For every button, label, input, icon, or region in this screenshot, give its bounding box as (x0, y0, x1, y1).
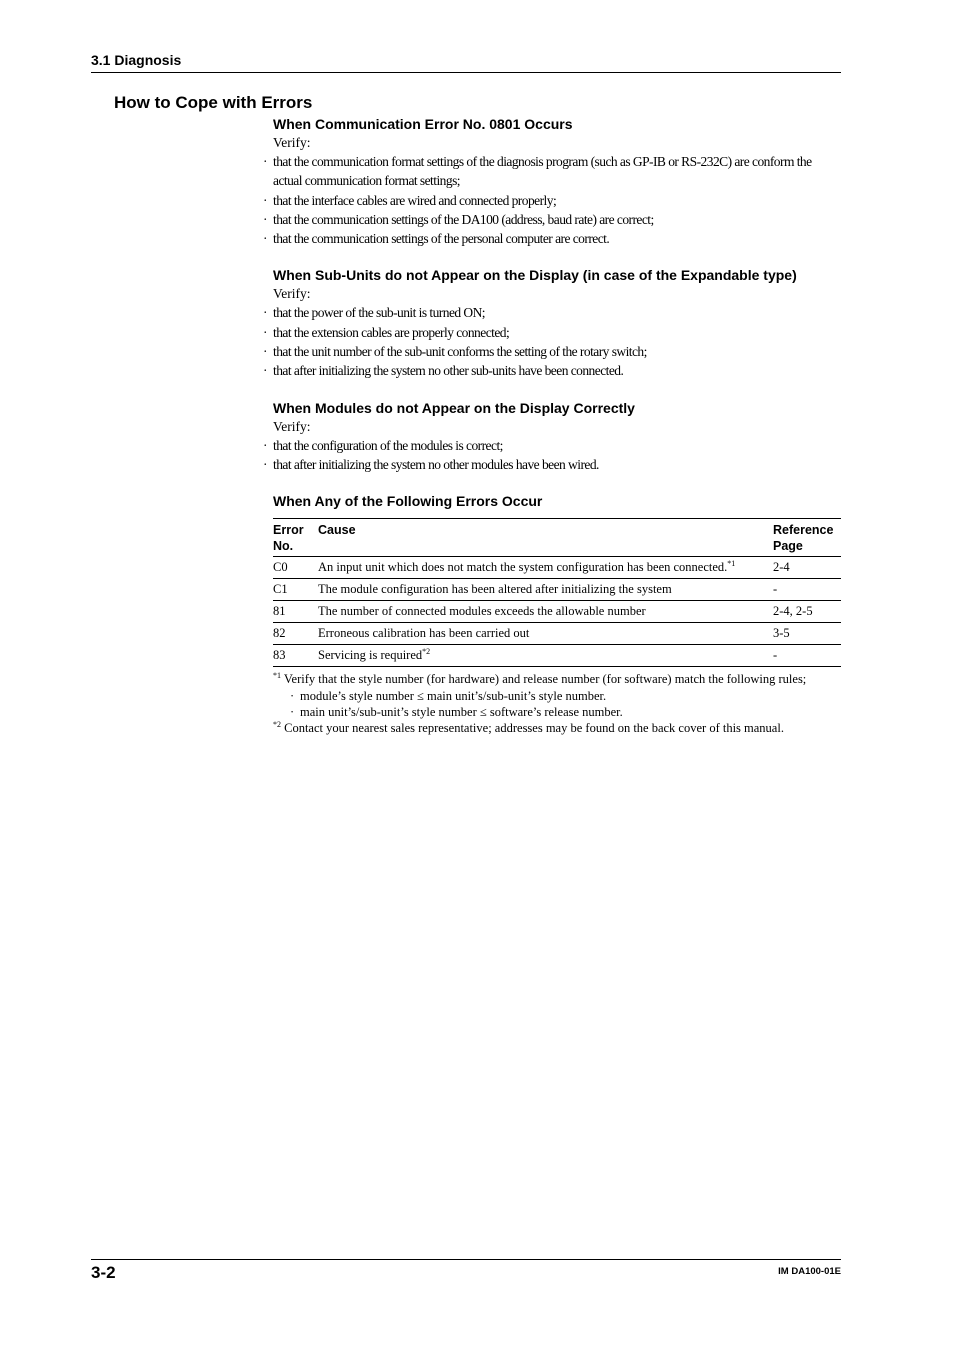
cell-cause (318, 623, 773, 645)
footnote-ref: *2 (422, 647, 431, 657)
cell-error-no: 81 (273, 601, 318, 623)
footer-rule (91, 1259, 841, 1260)
list-item: · that the communication settings of the personal computer are correct. (273, 229, 841, 248)
verify-label: Verify: (273, 286, 311, 302)
verify-label: Verify: (273, 418, 311, 434)
list-item: · that the interface cables are wired and connected properly; (273, 191, 841, 210)
cell-error-no: 82 (273, 623, 318, 645)
table-row (273, 557, 841, 579)
cell-cause (318, 645, 773, 667)
header-rule (91, 72, 841, 73)
cell-reference-page: 2-4 (773, 557, 841, 579)
error-table (273, 518, 841, 667)
section-error-codes (273, 492, 841, 736)
checklist (273, 303, 841, 380)
footnote-mark: *2 (273, 720, 281, 729)
list-item: · that the communication settings of the DA100 (address, baud rate) are correct; (273, 210, 841, 229)
table-row (273, 645, 841, 667)
list-item: · that the power of the sub-unit is turned ON; (273, 303, 841, 322)
footnote-ref: *1 (727, 559, 736, 569)
column-header-cause: Cause (318, 519, 773, 557)
running-header-section: 3.1 Diagnosis (91, 52, 182, 68)
cell-cause (318, 557, 773, 579)
verify-label: Verify: (273, 135, 311, 150)
list-item: · that after initializing the system no other sub-units have been connected. (273, 361, 841, 380)
cause-text: The module configuration has been altered after initializing the system (318, 582, 672, 597)
section-modules (273, 399, 841, 475)
footnote-mark: *1 (273, 671, 281, 681)
cell-reference-page: - (773, 645, 841, 667)
list-item: · that the extension cables are properly connected; (273, 323, 841, 342)
section-heading: When Any of the Following Errors Occur (273, 493, 543, 510)
table-row (273, 623, 841, 645)
section-heading: When Sub-Units do not Appear on the Display (in case of the Expandable type) (273, 267, 797, 284)
content-body (273, 115, 841, 736)
cause-text: Servicing is required (318, 648, 423, 663)
cause-text: The number of connected modules exceeds the allowable number (318, 604, 646, 619)
cell-reference-page: 2-4, 2-5 (773, 601, 841, 623)
section-heading: When Modules do not Appear on the Display Correctly (273, 399, 635, 416)
cell-error-no: 83 (273, 645, 318, 667)
column-header-error-no: Error No. (273, 519, 318, 557)
table-row (273, 579, 841, 601)
footnote-rule: · main unit’s/sub-unit’s style number ≤ software’s release number. (273, 704, 841, 720)
table-row (273, 601, 841, 623)
checklist (273, 436, 841, 475)
document-id: IM DA100-01E (778, 1266, 841, 1277)
column-header-reference-page: Reference Page (773, 519, 841, 557)
cell-cause (318, 601, 773, 623)
list-item: · that the communication format settings of the diagnosis program (such as GP-IB or RS-232C) are conform the actual communication format settings; (273, 152, 841, 191)
checklist (273, 152, 841, 248)
footnote-rule: · module’s style number ≤ main unit’s/sub-unit’s style number. (273, 688, 841, 704)
footnote-text: Contact your nearest sales representative; addresses may be found on the back cover of this manual. (284, 721, 784, 736)
section-heading: When Communication Error No. 0801 Occurs (273, 116, 573, 132)
cause-text: Erroneous calibration has been carried out (318, 626, 530, 641)
page-title: How to Cope with Errors (114, 93, 313, 112)
cell-error-no: C1 (273, 579, 318, 601)
cell-cause (318, 579, 773, 601)
footnote-2 (273, 720, 841, 736)
footnotes (273, 671, 841, 736)
footnote-1 (273, 671, 841, 687)
cause-text: An input unit which does not match the system configuration has been connected. (318, 560, 728, 575)
section-sub-units (273, 266, 841, 380)
table-header-row (273, 519, 841, 557)
list-item: · that the configuration of the modules is correct; (273, 436, 841, 455)
section-communication-error (273, 115, 841, 248)
cell-reference-page: - (773, 579, 841, 601)
page-number: 3-2 (91, 1263, 116, 1282)
cell-reference-page: 3-5 (773, 623, 841, 645)
list-item: · that after initializing the system no other modules have been wired. (273, 455, 841, 474)
cell-error-no: C0 (273, 557, 318, 579)
footnote-text: Verify that the style number (for hardware) and release number (for software) match the following rules; (283, 672, 807, 687)
list-item: · that the unit number of the sub-unit conforms the setting of the rotary switch; (273, 342, 841, 361)
